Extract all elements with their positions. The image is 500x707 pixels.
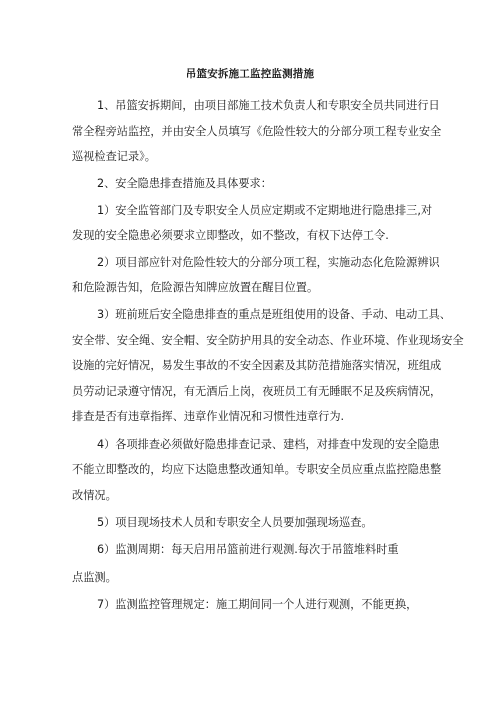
paragraph-line: 7）监测监控管理规定：施工期间同一个人进行观测，不能更换，: [97, 598, 418, 611]
paragraph-line: 不能立即整改的，均应下达隐患整改通知单。专职安全员应重点监控隐患整: [72, 463, 442, 476]
paragraph-line: 发现的安全隐患必须要求立即整改，如不整改，有权下达停工令.: [72, 229, 389, 242]
paragraph-line: 排查是否有违章指挥、违章作业情况和习惯性违章行为.: [72, 410, 345, 423]
paragraph-line: 安全带、安全绳、安全帽、安全防护用具的安全动态、作业环境、作业现场安全: [72, 334, 464, 347]
paragraph-line: 和危险源告知，危险源告知牌应放置在醒目位置。: [72, 281, 319, 294]
paragraph-line: 改情况。: [72, 489, 117, 502]
paragraph-line: 1、吊篮安拆期间，由项目部施工技术负责人和专职安全员共同进行日: [97, 99, 440, 112]
paragraph-line: 员劳动记录遵守情况，有无酒后上岗，夜班员工有无睡眠不足及疾病情况，: [72, 385, 442, 398]
paragraph-line: 常全程旁站监控，并由安全人员填写《危险性较大的分部分项工程专业安全: [72, 125, 442, 138]
paragraph-line: 5）项目现场技术人员和专职安全人员要加强现场巡查。: [97, 516, 373, 529]
paragraph-line: 3）班前班后安全隐患排查的重点是班组使用的设备、手动、电动工具、: [97, 308, 451, 321]
paragraph-line: 2、安全隐患排查措施及具体要求：: [97, 177, 272, 190]
paragraph-line: 巡视检查记录》。: [72, 150, 156, 163]
paragraph-line: 4）各项排查必须做好隐患排查记录、建档，对排查中发现的安全隐患: [97, 438, 440, 451]
paragraph-line: 1）安全监管部门及专职安全人员应定期或不定期地进行隐患排三,对: [97, 204, 433, 217]
paragraph-line: 6）监测周期：每天启用吊篮前进行观测.每次于吊篮堆料时重: [97, 543, 399, 556]
paragraph-line: 点监测。: [72, 571, 117, 584]
paragraph-line: 2）项目部应针对危险性较大的分部分项工程，实施动态化危险源辨识: [97, 256, 440, 269]
document-title: 吊篮安拆施工监控监测措施: [185, 68, 315, 80]
paragraph-line: 设施的完好情况，易发生事故的不安全因素及其防范措施落实情况，班组成: [72, 359, 442, 372]
